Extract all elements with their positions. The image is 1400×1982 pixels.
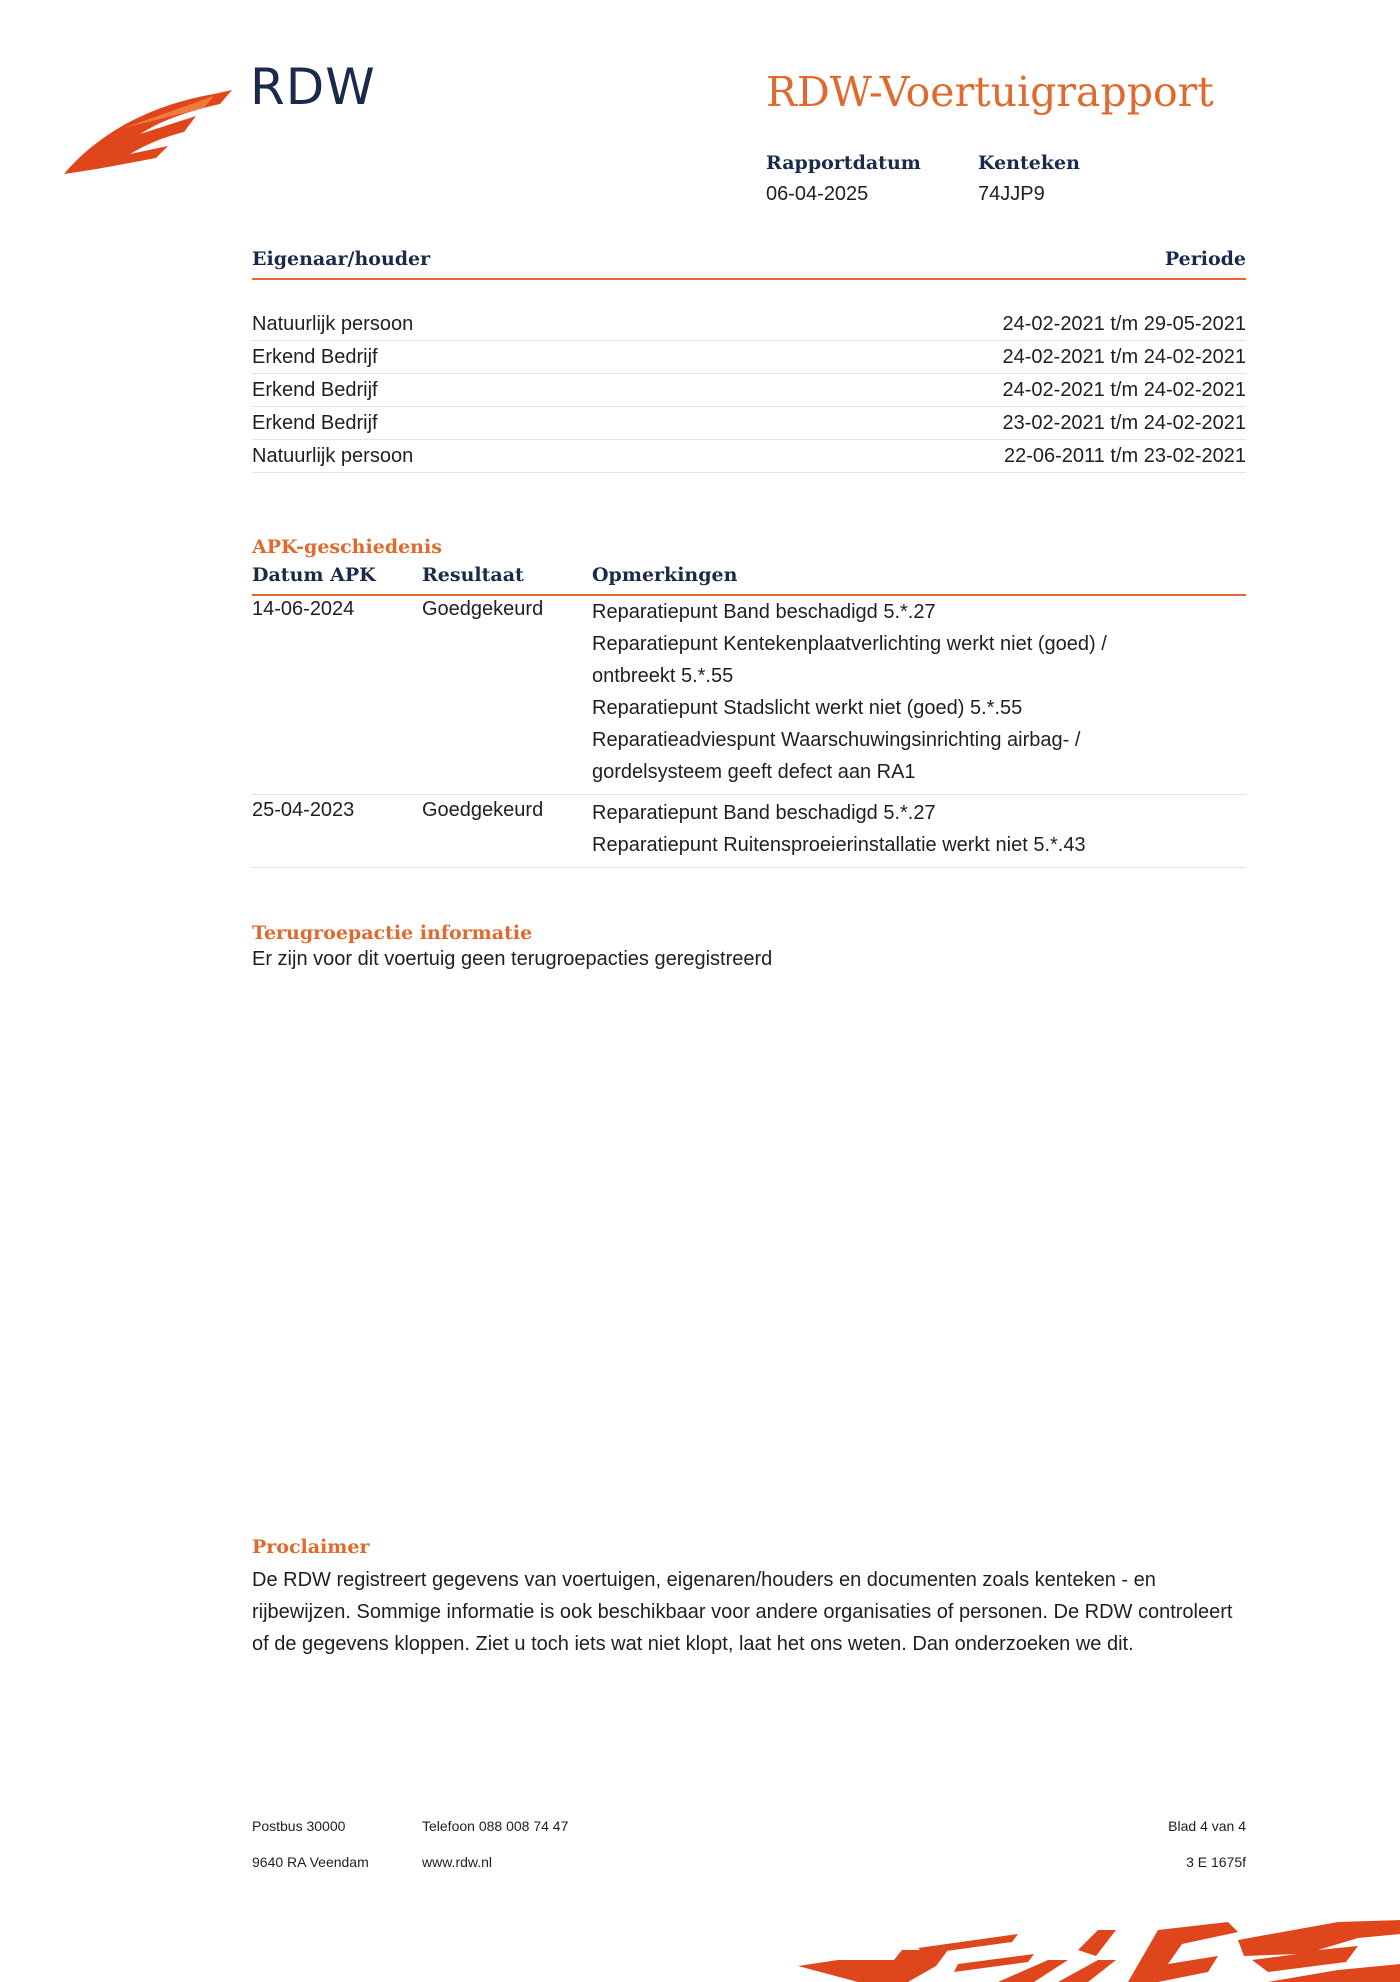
owner-table-header bbox=[252, 248, 1246, 280]
apk-remarks-cell bbox=[592, 596, 1152, 788]
table-row bbox=[252, 797, 1246, 868]
table-row bbox=[252, 440, 1246, 473]
period-cell: 23-02-2021 t/m 24-02-2021 bbox=[1002, 411, 1246, 434]
apk-table bbox=[252, 596, 1246, 868]
footer-website: www.rdw.nl bbox=[422, 1854, 493, 1870]
apk-remark: Reparatiepunt Ruitensproeierinstallatie werkt niet 5.*.43 bbox=[592, 834, 1086, 856]
apk-remark: Reparatiepunt Stadslicht werkt niet (goed) 5.*.55 bbox=[592, 697, 1023, 719]
apk-result-cell: Goedgekeurd bbox=[422, 799, 544, 821]
owner-column-header: Eigenaar/houder bbox=[252, 248, 431, 270]
rdw-footer-stripes-icon bbox=[798, 1920, 1400, 1982]
table-row bbox=[252, 596, 1246, 795]
owner-table bbox=[252, 308, 1246, 473]
report-date-value: 06-04-2025 bbox=[766, 183, 869, 205]
footer-postbus: Postbus 30000 bbox=[252, 1818, 346, 1834]
brand-name: RDW bbox=[250, 58, 376, 116]
apk-remark: Reparatiepunt Band beschadigd 5.*.27 bbox=[592, 601, 936, 623]
apk-remark: Reparatiepunt Band beschadigd 5.*.27 bbox=[592, 802, 936, 824]
owner-cell: Natuurlijk persoon bbox=[252, 444, 414, 467]
period-cell: 24-02-2021 t/m 24-02-2021 bbox=[1002, 378, 1246, 401]
apk-section-title: APK-geschiedenis bbox=[252, 536, 442, 558]
disclaimer-section-title: Proclaimer bbox=[252, 1536, 370, 1558]
table-row bbox=[252, 374, 1246, 407]
apk-date-column-header: Datum APK bbox=[252, 564, 376, 586]
footer-page-number: Blad 4 van 4 bbox=[1168, 1818, 1246, 1834]
apk-result-column-header: Resultaat bbox=[422, 564, 524, 586]
period-cell: 24-02-2021 t/m 24-02-2021 bbox=[1002, 345, 1246, 368]
footer-city: 9640 RA Veendam bbox=[252, 1854, 369, 1870]
period-cell: 22-06-2011 t/m 23-02-2021 bbox=[1003, 444, 1246, 467]
owner-cell: Erkend Bedrijf bbox=[252, 411, 378, 434]
table-row bbox=[252, 308, 1246, 341]
footer-phone: Telefoon 088 008 74 47 bbox=[422, 1818, 569, 1834]
owner-cell: Erkend Bedrijf bbox=[252, 345, 378, 368]
table-row bbox=[252, 341, 1246, 374]
plate-label: Kenteken bbox=[978, 152, 1080, 174]
apk-table-header bbox=[252, 564, 1246, 596]
owner-cell: Natuurlijk persoon bbox=[252, 312, 414, 335]
recall-text: Er zijn voor dit voertuig geen terugroepacties geregistreerd bbox=[252, 948, 773, 970]
apk-remark: Reparatiepunt Kentekenplaatverlichting werkt niet (goed) / ontbreekt 5.*.55 bbox=[592, 633, 1107, 687]
report-title: RDW-Voertuigrapport bbox=[766, 68, 1214, 116]
apk-remarks-cell bbox=[592, 797, 1152, 861]
apk-date-cell: 14-06-2024 bbox=[252, 598, 355, 620]
apk-result-cell: Goedgekeurd bbox=[422, 598, 544, 620]
plate-value: 74JJP9 bbox=[978, 183, 1045, 205]
apk-date-cell: 25-04-2023 bbox=[252, 799, 355, 821]
disclaimer-text: De RDW registreert gegevens van voertuigen, eigenaren/houders en documenten zoals kenteken - en rijbewijzen. Sommige informatie is ook beschikbaar voor andere organisaties of personen. De RDW controleert of de gegevens kloppen. Ziet u toch iets wat niet klopt, laat het ons weten. Dan onderzoeken we dit. bbox=[252, 1569, 1233, 1655]
apk-remark: Reparatieadviespunt Waarschuwingsinrichting airbag- / gordelsysteem geeft defect aan RA1 bbox=[592, 729, 1081, 783]
period-cell: 24-02-2021 t/m 29-05-2021 bbox=[1002, 312, 1246, 335]
report-date-label: Rapportdatum bbox=[766, 152, 921, 174]
period-column-header: Periode bbox=[1164, 248, 1246, 270]
table-row bbox=[252, 407, 1246, 440]
apk-remarks-column-header: Opmerkingen bbox=[592, 564, 738, 586]
rdw-logo-mark-icon bbox=[64, 88, 232, 178]
footer-doc-code: 3 E 1675f bbox=[1186, 1854, 1246, 1870]
recall-section-title: Terugroepactie informatie bbox=[252, 922, 533, 944]
owner-cell: Erkend Bedrijf bbox=[252, 378, 378, 401]
